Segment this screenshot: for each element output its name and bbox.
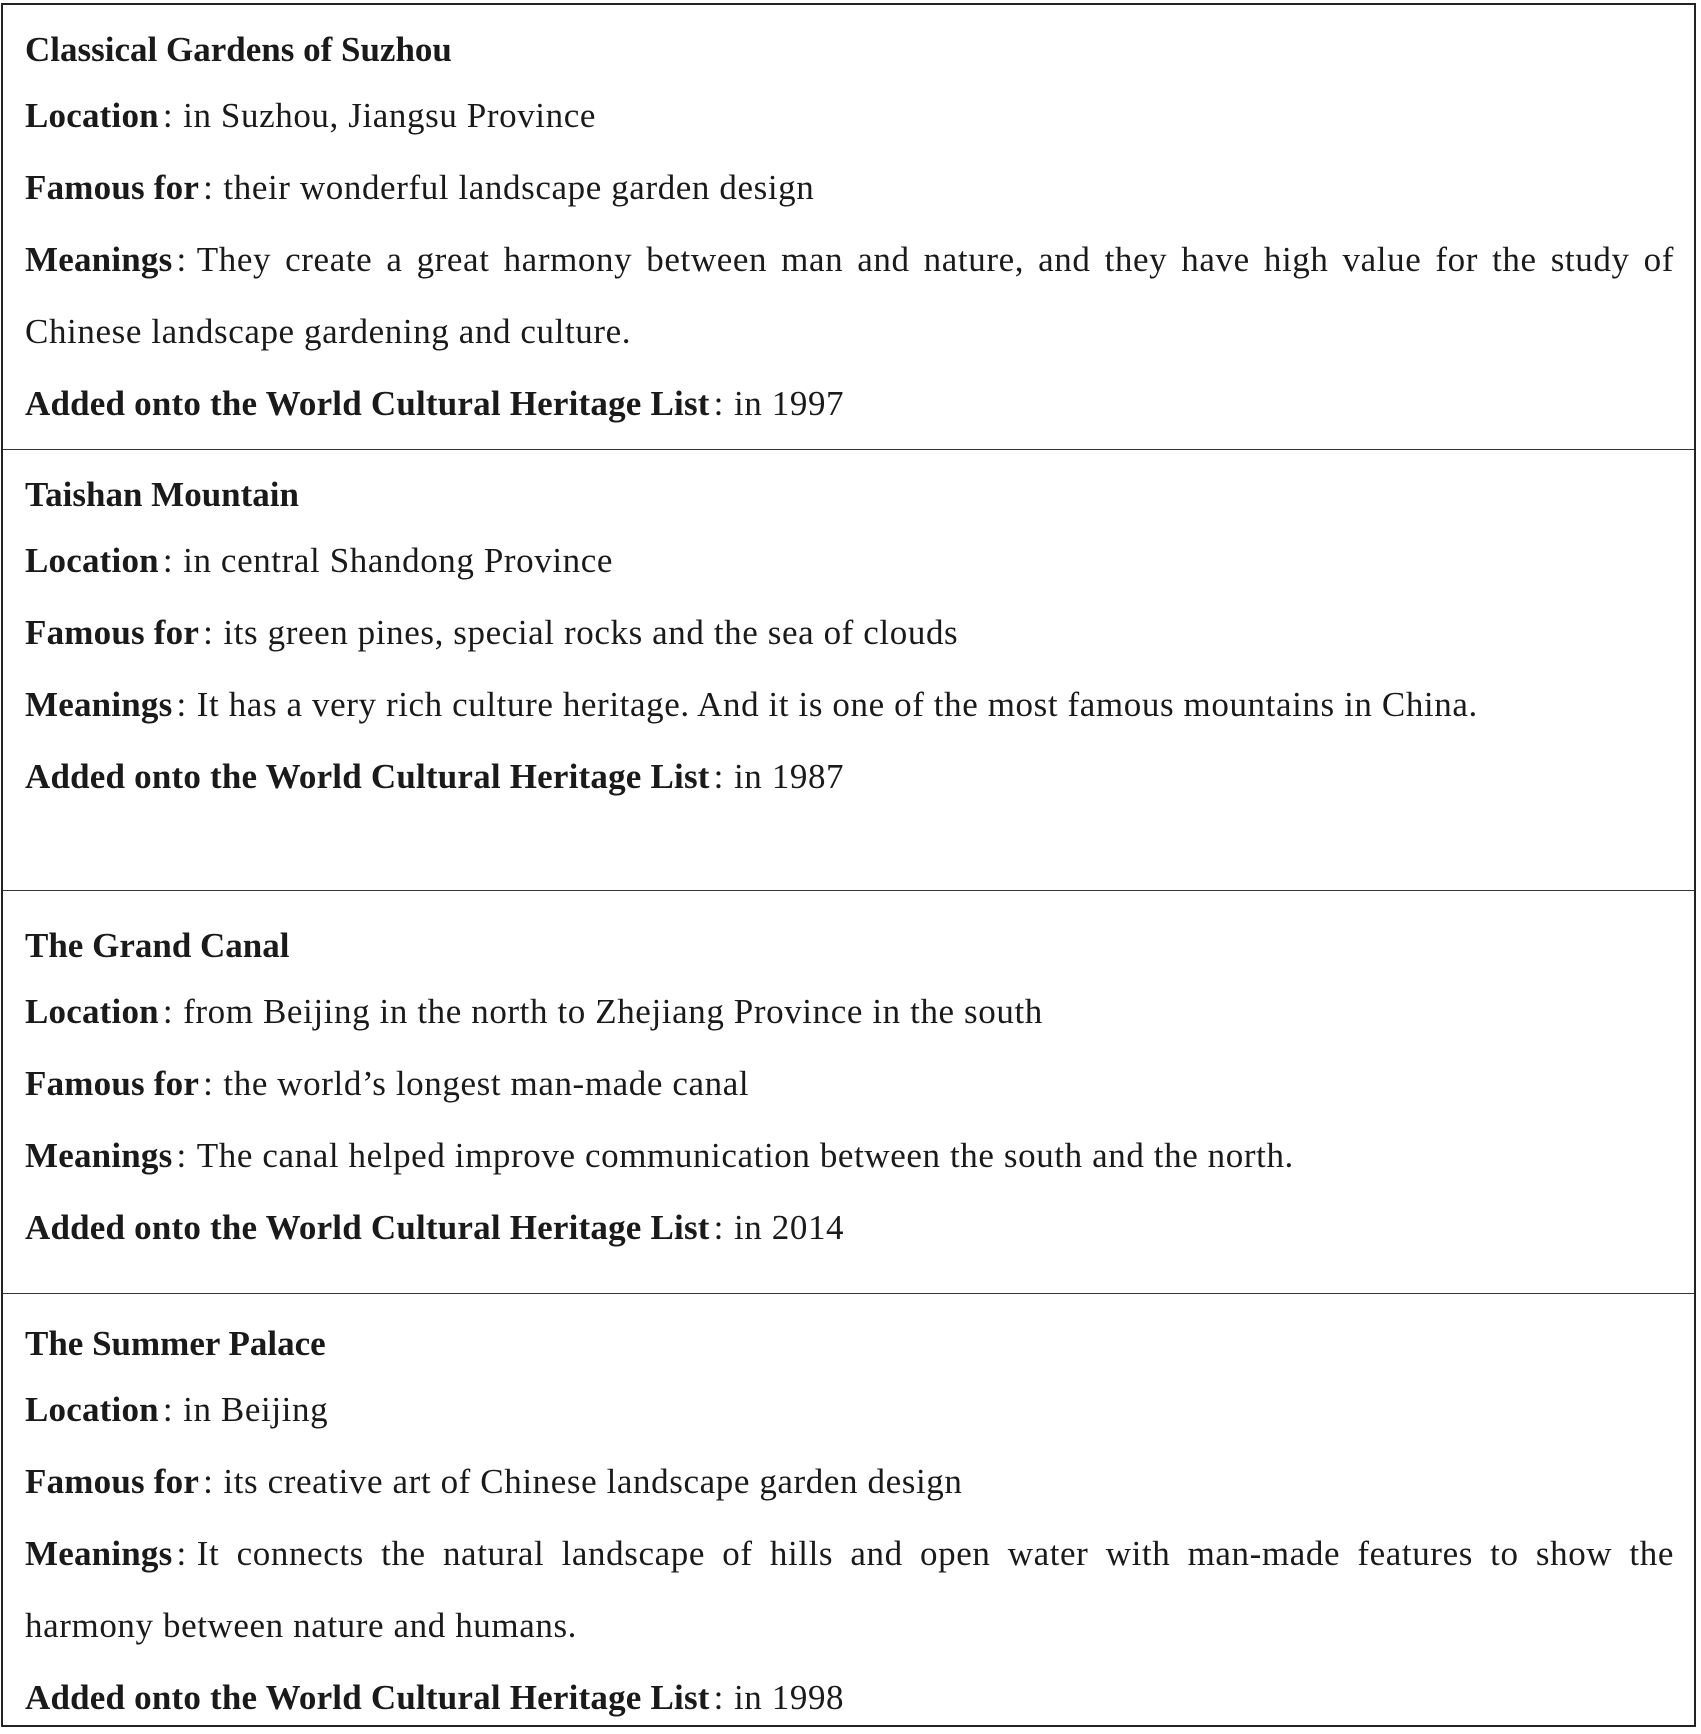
site-title: Taishan Mountain bbox=[25, 475, 299, 514]
meanings-label: Meanings bbox=[25, 240, 173, 279]
label-separator: : bbox=[203, 613, 214, 652]
meanings-row bbox=[25, 669, 1674, 741]
label-separator: : bbox=[162, 992, 174, 1031]
added-value: in 1998 bbox=[733, 1678, 845, 1717]
location-row bbox=[25, 525, 1674, 597]
location-value: from Beijing in the north to Zhejiang Province in the south bbox=[183, 992, 1043, 1031]
meanings-value: It connects the natural landscape of hills and open water with man-made features to show the harmony between nature and humans. bbox=[25, 1534, 1674, 1645]
famous-for-label: Famous for bbox=[25, 1064, 200, 1103]
location-label: Location bbox=[25, 1390, 159, 1429]
label-separator: : bbox=[162, 1390, 174, 1429]
label-separator: : bbox=[162, 541, 174, 580]
famous-for-value: the world’s longest man-made canal bbox=[223, 1064, 750, 1103]
site-cell-suzhou-gardens bbox=[3, 5, 1694, 449]
meanings-row bbox=[25, 1120, 1674, 1192]
added-label: Added onto the World Cultural Heritage List bbox=[25, 1208, 710, 1247]
added-value: in 1997 bbox=[733, 384, 845, 423]
label-separator: : bbox=[713, 1678, 724, 1717]
location-value: in central Shandong Province bbox=[183, 541, 614, 580]
added-label: Added onto the World Cultural Heritage List bbox=[25, 757, 710, 796]
meanings-value: It has a very rich culture heritage. And it is one of the most famous mountains in China. bbox=[196, 685, 1478, 724]
site-cell-grand-canal bbox=[3, 890, 1694, 1293]
meanings-label: Meanings bbox=[25, 1534, 173, 1573]
added-row bbox=[25, 1662, 1674, 1734]
label-separator: : bbox=[713, 384, 724, 423]
location-value: in Suzhou, Jiangsu Province bbox=[183, 96, 596, 135]
location-label: Location bbox=[25, 541, 159, 580]
famous-for-label: Famous for bbox=[25, 1462, 200, 1501]
famous-for-value: their wonderful landscape garden design bbox=[223, 168, 815, 207]
site-cell-summer-palace bbox=[3, 1293, 1694, 1729]
label-separator: : bbox=[713, 757, 724, 796]
location-row bbox=[25, 80, 1674, 152]
famous-for-row bbox=[25, 597, 1674, 669]
meanings-row bbox=[25, 1518, 1674, 1662]
location-row bbox=[25, 1374, 1674, 1446]
added-value: in 1987 bbox=[733, 757, 845, 796]
famous-for-value: its green pines, special rocks and the sea of clouds bbox=[223, 613, 959, 652]
heritage-sites-table bbox=[1, 3, 1696, 1727]
added-label: Added onto the World Cultural Heritage List bbox=[25, 384, 710, 423]
label-separator: : bbox=[203, 1462, 214, 1501]
label-separator: : bbox=[176, 685, 187, 724]
label-separator: : bbox=[713, 1208, 724, 1247]
location-row bbox=[25, 976, 1674, 1048]
added-label: Added onto the World Cultural Heritage List bbox=[25, 1678, 710, 1717]
site-title: Classical Gardens of Suzhou bbox=[25, 30, 452, 69]
added-row bbox=[25, 368, 1674, 440]
famous-for-row bbox=[25, 152, 1674, 224]
added-value: in 2014 bbox=[733, 1208, 845, 1247]
label-separator: : bbox=[176, 240, 187, 279]
added-row bbox=[25, 1192, 1674, 1264]
site-title: The Grand Canal bbox=[25, 926, 290, 965]
famous-for-label: Famous for bbox=[25, 613, 200, 652]
famous-for-value: its creative art of Chinese landscape garden design bbox=[223, 1462, 963, 1501]
meanings-label: Meanings bbox=[25, 1136, 173, 1175]
label-separator: : bbox=[176, 1534, 187, 1573]
meanings-value: The canal helped improve communication between the south and the north. bbox=[196, 1136, 1294, 1175]
famous-for-row bbox=[25, 1446, 1674, 1518]
famous-for-row bbox=[25, 1048, 1674, 1120]
label-separator: : bbox=[203, 1064, 214, 1103]
meanings-row bbox=[25, 224, 1674, 368]
label-separator: : bbox=[176, 1136, 187, 1175]
famous-for-label: Famous for bbox=[25, 168, 200, 207]
label-separator: : bbox=[162, 96, 174, 135]
location-label: Location bbox=[25, 992, 159, 1031]
site-title: The Summer Palace bbox=[25, 1324, 326, 1363]
meanings-label: Meanings bbox=[25, 685, 173, 724]
site-cell-taishan bbox=[3, 449, 1694, 890]
meanings-value: They create a great harmony between man and nature, and they have high value for the study of Chinese landscape gardening and culture. bbox=[25, 240, 1674, 351]
label-separator: : bbox=[203, 168, 214, 207]
location-value: in Beijing bbox=[183, 1390, 329, 1429]
location-label: Location bbox=[25, 96, 159, 135]
added-row bbox=[25, 741, 1674, 813]
